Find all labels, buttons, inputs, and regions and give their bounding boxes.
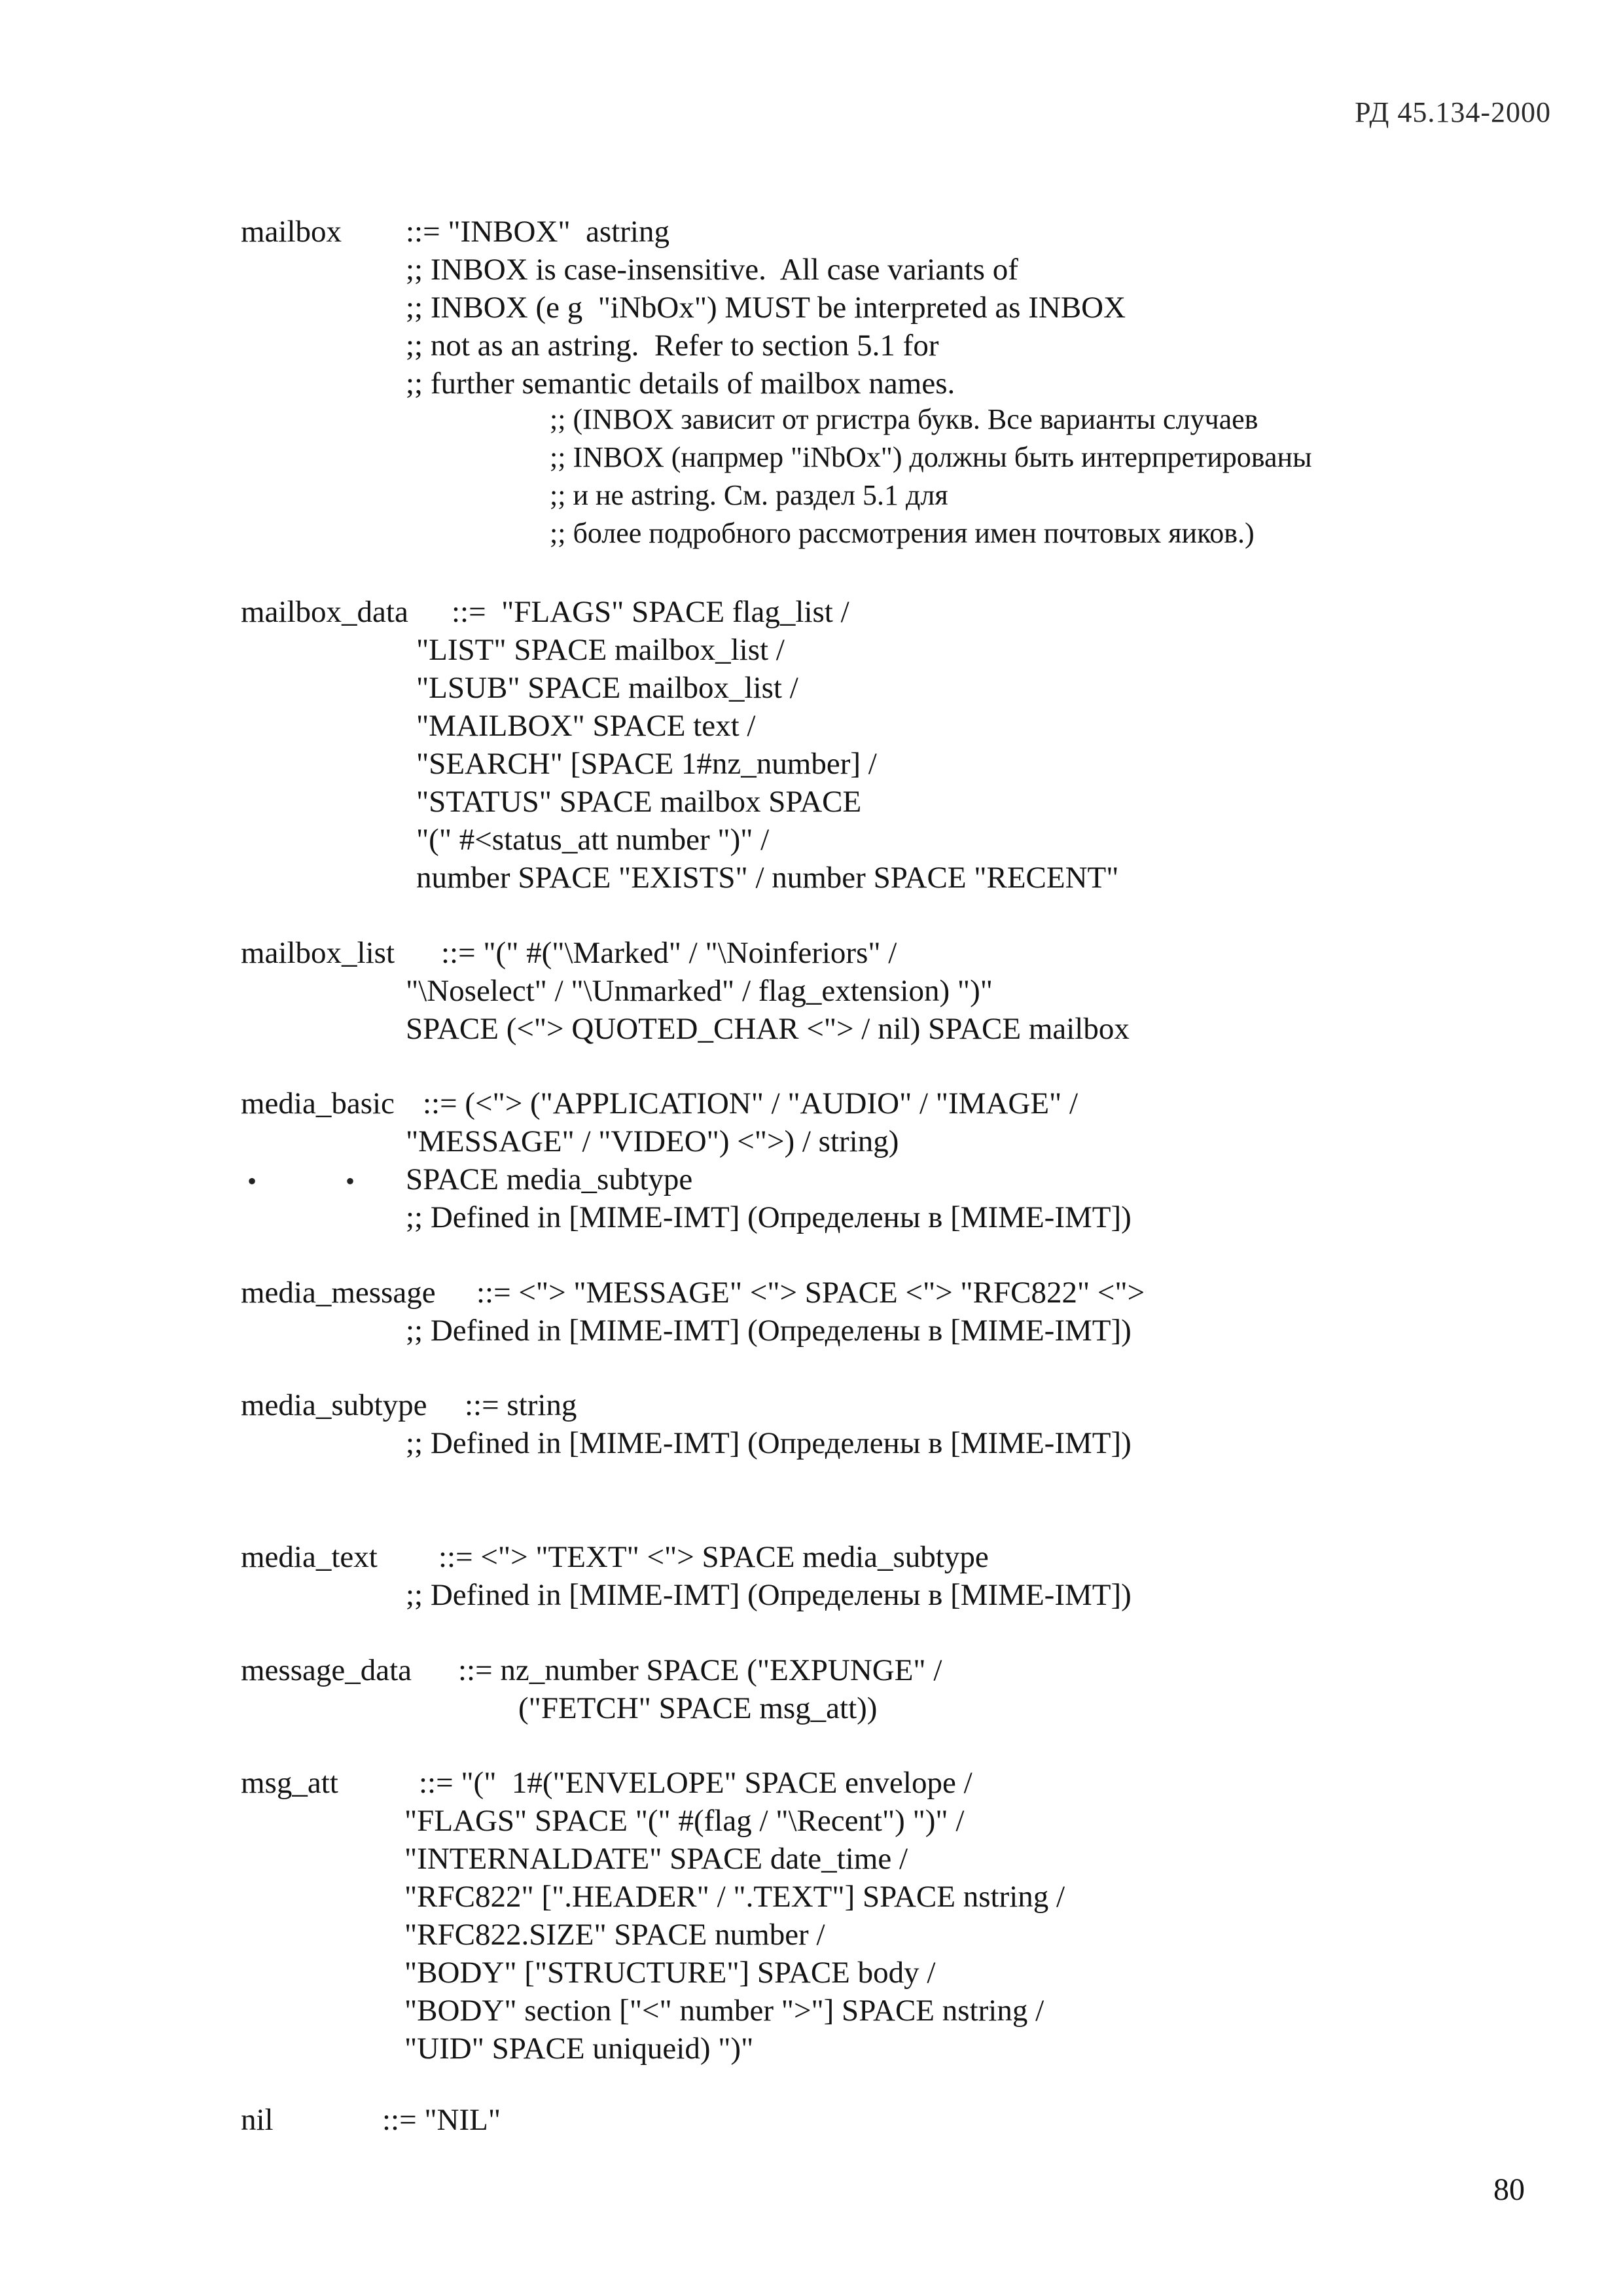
rule-line: ::= <"> "TEXT" <"> SPACE media_subtype [438,1540,989,1574]
comment-line: ;; not as an astring. Refer to section 5.1 for [406,329,939,363]
scan-speck: • [346,1166,355,1196]
comment-line: ;; Defined in [MIME-IMT] (Определены в [MIME-IMT]) [406,1578,1132,1612]
comment-line-ru: ;; (INBOX зависит от ргистра букв. Все варианты случаев [550,403,1258,435]
rule-line: ::= "NIL" [382,2103,501,2137]
rule-line: ::= "FLAGS" SPACE flag_list / [452,595,849,629]
rule-name-media-message: media_message [241,1276,436,1310]
rule-line: ::= nz_number SPACE ("EXPUNGE" / [458,1653,942,1687]
comment-line-ru: ;; INBOX (напрмер "iNbOx") должны быть интерпретированы [550,441,1312,473]
scan-speck: • [247,1166,257,1196]
rule-line: number SPACE "EXISTS" / number SPACE "RECENT" [416,861,1119,895]
rule-line: ::= (<"> ("APPLICATION" / "AUDIO" / "IMAGE" / [423,1086,1079,1121]
rule-line: "MAILBOX" SPACE text / [416,709,756,743]
rule-line: ::= string [465,1388,577,1422]
rule-line: "LSUB" SPACE mailbox_list / [416,671,798,705]
comment-line: ;; Defined in [MIME-IMT] (Определены в [MIME-IMT]) [406,1426,1132,1460]
rule-name-message-data: message_data [241,1653,412,1687]
rule-line: SPACE (<"> QUOTED_CHAR <"> / nil) SPACE mailbox [406,1012,1130,1046]
rule-line: ::= "INBOX" astring [406,215,669,249]
comment-line: ;; INBOX is case-insensitive. All case variants of [406,253,1018,287]
comment-line: ;; Defined in [MIME-IMT] (Определены в [MIME-IMT]) [406,1314,1132,1348]
comment-line-ru: ;; более подробного рассмотрения имен почтовых яиков.) [550,517,1255,549]
rule-name-mailbox-list: mailbox_list [241,936,395,970]
document-code: РД 45.134-2000 [1355,96,1551,128]
rule-name-mailbox-data: mailbox_data [241,595,408,629]
rule-line: "\Noselect" / "\Unmarked" / flag_extension) ")" [406,974,993,1008]
rule-line: ::= "(" #("\Marked" / "\Noinferiors" / [441,936,897,970]
rule-line: "BODY" ["STRUCTURE"] SPACE body / [404,1956,936,1990]
rule-line: "SEARCH" [SPACE 1#nz_number] / [416,747,877,781]
rule-name-media-basic: media_basic [241,1086,395,1121]
rule-line: "UID" SPACE uniqueid) ")" [404,2032,754,2066]
rule-line: "BODY" section ["<" number ">"] SPACE nstring / [404,1994,1044,2028]
rule-line: SPACE media_subtype [406,1162,693,1196]
rule-line: "FLAGS" SPACE "(" #(flag / "\Recent") ")" / [404,1804,965,1838]
rule-name-media-text: media_text [241,1540,378,1574]
rule-name-mailbox: mailbox [241,215,342,249]
rule-line: "LIST" SPACE mailbox_list / [416,633,785,667]
rule-line: "MESSAGE" / "VIDEO") <">) / string) [406,1124,899,1158]
comment-line-ru: ;; и не astring. См. раздел 5.1 для [550,479,948,511]
comment-line: ;; further semantic details of mailbox names. [406,367,955,401]
rule-line: ::= <"> "MESSAGE" <"> SPACE <"> "RFC822" <"> [476,1276,1145,1310]
comment-line: ;; INBOX (e g "iNbOx") MUST be interpreted as INBOX [406,291,1126,325]
rule-name-media-subtype: media_subtype [241,1388,427,1422]
rule-name-nil: nil [241,2103,274,2137]
rule-line: "INTERNALDATE" SPACE date_time / [404,1842,908,1876]
rule-line: ::= "(" 1#("ENVELOPE" SPACE envelope / [419,1766,972,1800]
page-number: 80 [1493,2172,1525,2207]
comment-line: ;; Defined in [MIME-IMT] (Определены в [MIME-IMT]) [406,1200,1132,1234]
rule-line: "RFC822.SIZE" SPACE number / [404,1918,825,1952]
rule-line: "STATUS" SPACE mailbox SPACE [416,785,862,819]
rule-line: ("FETCH" SPACE msg_att)) [518,1691,878,1725]
rule-name-msg-att: msg_att [241,1766,338,1800]
rule-line: "RFC822" [".HEADER" / ".TEXT"] SPACE nstring / [404,1880,1065,1914]
rule-line: "(" #<status_att number ")" / [416,823,770,857]
